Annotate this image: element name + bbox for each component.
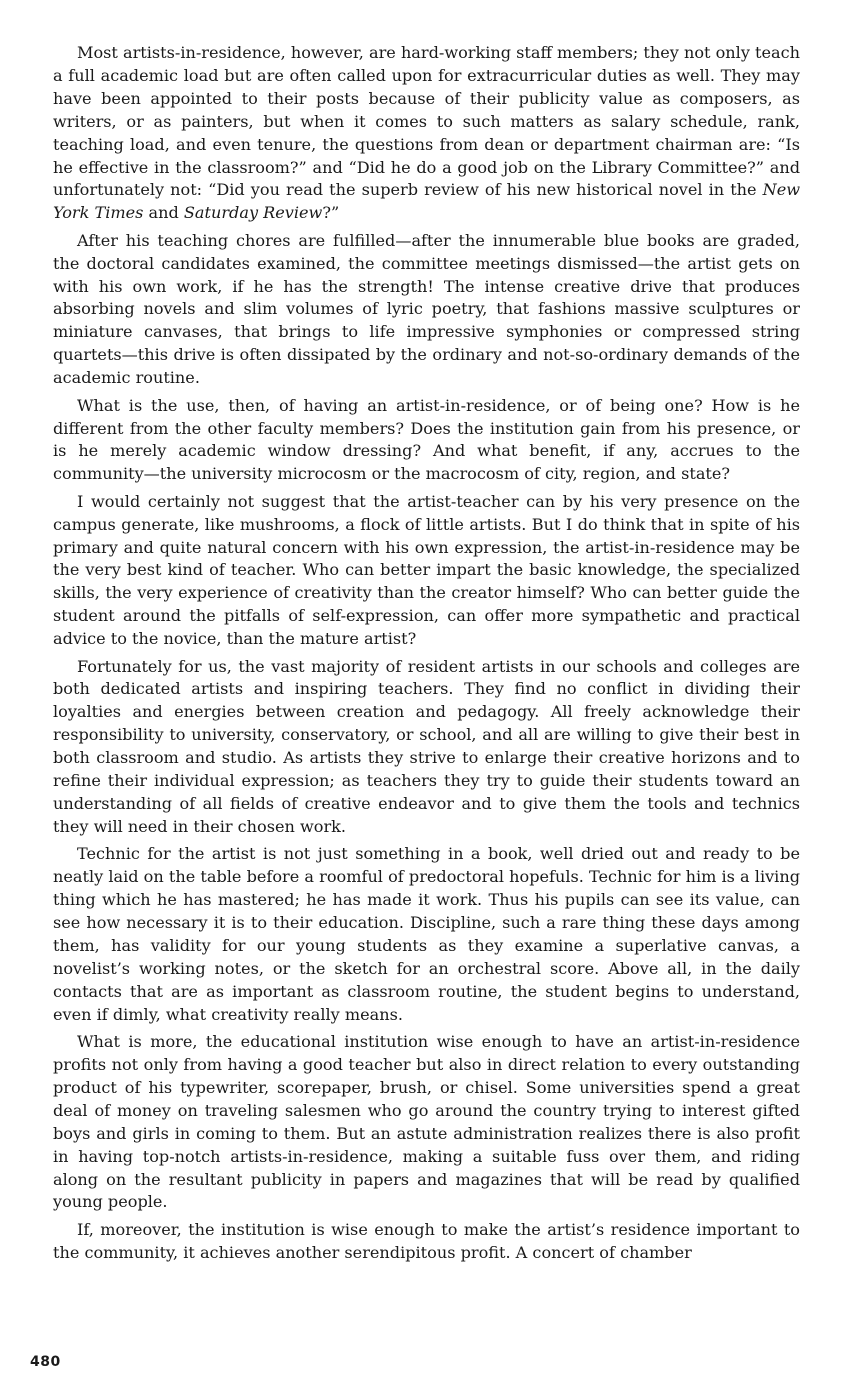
text-run: ?” [322, 203, 340, 223]
page-body [53, 42, 800, 1269]
paragraph-staff-duties [53, 42, 800, 225]
text-run: and [143, 203, 184, 223]
text-run: Fortunately for us, the vast majority of resident artists in our schools and colleges are both dedicated artists and inspiring teachers. They find no conflict in dividing their loyalties and energies between creation and pedagogy. All freely acknowledge their responsibility to university, conservatory, or school, and all are willing to give their best in both classroom and studio. As artists they strive to enlarge their creative horizons and to refine their individual expression; as teachers they try to guide their students toward an understanding of all fields of creative endeavor and to give them the tools and technics they will need in their chosen work. [53, 656, 800, 836]
paragraph-artist-teacher [53, 491, 800, 651]
text-run: After his teaching chores are fulfilled—after the innumerable blue books are graded, the doctoral candidates examined, the committee meetings dismissed—the artist gets on with his own work, if he has the strength! The intense creative drive that produces absorbing novels and slim volumes of lyric poetry, that fashions massive sculptures or miniature canvases, that brings to life impressive symphonies or compressed string quartets—this drive is often dissipated by the ordinary and not-so-ordinary demands of the academic routine. [53, 230, 800, 388]
paragraph-use-question [53, 395, 800, 487]
paragraph-dedicated-artists [53, 656, 800, 839]
page-number: 480 [30, 1354, 61, 1370]
paragraph-technic [53, 843, 800, 1026]
text-run: Technic for the artist is not just something in a book, well dried out and ready to be neatly laid on the table before a roomful of predoctoral hopefuls. Technic for him is a living thing which he has mastered; he has made it work. Thus his pupils can see its value, can see how necessary it is to their education. Discipline, such a rare thing these days among them, has validity for our young students as they examine a superlative canvas, a novelist’s working notes, or the sketch for an orchestral score. Above all, in the daily contacts that are as important as classroom routine, the student begins to understand, even if dimly, what creativity really means. [53, 844, 800, 1024]
text-run: I would certainly not suggest that the artist-teacher can by his very presence on the campus generate, like mushrooms, a flock of little artists. But I do think that in spite of his primary and quite natural concern with his own expression, the artist-in-residence may be the very best kind of teacher. Who can better impart the basic knowledge, the specialized skills, the very experience of creativity than the creator himself? Who can better guide the student around the pitfalls of self-expression, can offer more sympathetic and practical advice to the novice, than the mature artist? [53, 491, 800, 649]
text-run: What is the use, then, of having an artist-in-residence, or of being one? How is he different from the other faculty members? Does the institution gain from his presence, or is he merely academic window dressing? And what benefit, if any, accrues to the community—the university microcosm or the macrocosm of city, region, and state? [53, 395, 800, 484]
text-run: What is more, the educational institution wise enough to have an artist-in-residence profits not only from having a good teacher but also in direct relation to every outstanding product of his typewriter, scorepaper, brush, or chisel. Some universities spend a great deal of money on traveling salesmen who go around the country trying to interest gifted boys and girls in coming to them. But an astute administration realizes there is also profit in having top-notch artists-in-residence, making a suitable fuss over them, and riding along on the resultant publicity in papers and magazines that will be read by qualified young people. [53, 1032, 800, 1212]
paragraph-teaching-chores [53, 230, 800, 390]
paragraph-community [53, 1219, 800, 1265]
italic-title: New York Times [53, 180, 800, 223]
text-run: If, moreover, the institution is wise enough to make the artist’s residence important to the community, it achieves another serendipitous profit. A concert of chamber [53, 1219, 800, 1262]
italic-title: Saturday Review [183, 203, 323, 223]
paragraph-institution-profits [53, 1031, 800, 1214]
text-run: Most artists-in-residence, however, are hard-working staff members; they not only teach a full academic load but are often called upon for extracurricular duties as well. They may have been appointed to their posts because of their publicity value as composers, as writers, or as painters, but when it comes to such matters as salary schedule, rank, teaching load, and even tenure, the questions from dean or department chairman are: “Is he effective in the classroom?” and “Did he do a good job on the Library Committee?” and unfortunately not: “Did you read the superb review of his new historical novel in the [53, 43, 800, 200]
